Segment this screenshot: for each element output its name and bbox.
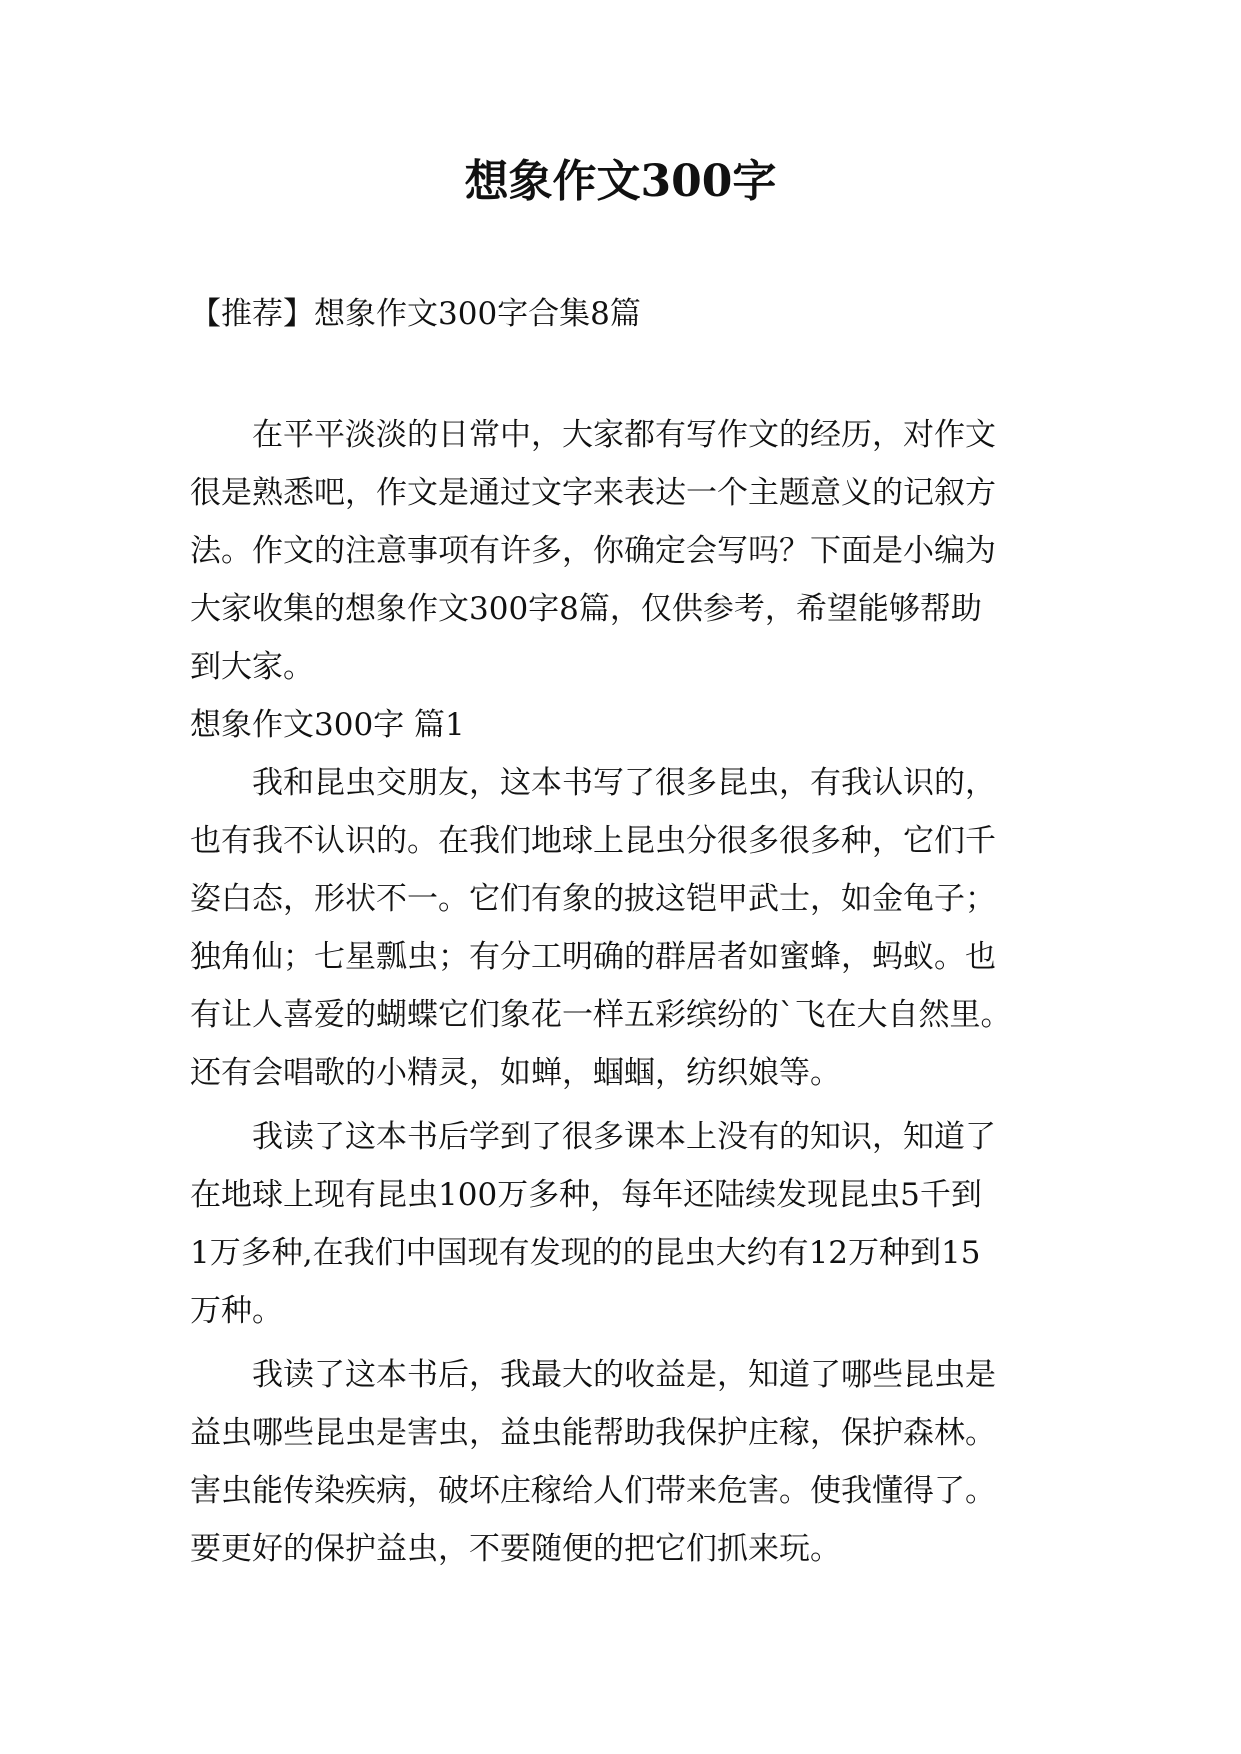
text-line: 大家收集的想象作文300字8篇，仅供参考，希望能够帮助 [190,591,982,627]
text-line: 到大家。 [190,649,314,685]
page-title: 想象作文300字 [464,156,777,207]
text-line: 害虫能传染疾病，破坏庄稼给人们带来危害。使我懂得了。 [190,1473,996,1509]
text-line: 1万多种,在我们中国现有发现的的昆虫大约有12万种到15 [190,1235,981,1271]
document-subtitle: 【推荐】想象作文300字合集8篇 [190,296,641,332]
intro-paragraph [190,406,1060,696]
paragraph-1 [190,754,1060,1102]
text-line: 万种。 [190,1293,283,1329]
text-line: 我读了这本书后学到了很多课本上没有的知识，知道了 [190,1119,996,1155]
paragraph-3 [190,1346,1060,1578]
text-line: 独角仙；七星瓢虫；有分工明确的群居者如蜜蜂，蚂蚁。也 [190,939,996,975]
text-line: 法。作文的注意事项有许多，你确定会写吗？下面是小编为 [190,533,996,569]
text-line: 要更好的保护益虫，不要随便的把它们抓来玩。 [190,1531,841,1567]
text-line: 在平平淡淡的日常中，大家都有写作文的经历，对作文 [190,417,996,453]
text-line: 我和昆虫交朋友，这本书写了很多昆虫，有我认识的， [190,765,996,801]
text-line: 很是熟悉吧，作文是通过文字来表达一个主题意义的记叙方 [190,475,996,511]
paragraph-2 [190,1108,1060,1340]
document-body [190,406,1060,1578]
text-line: 也有我不认识的。在我们地球上昆虫分很多很多种，它们千 [190,823,996,859]
text-line: 益虫哪些昆虫是害虫，益虫能帮助我保护庄稼，保护森林。 [190,1415,996,1451]
text-line: 在地球上现有昆虫100万多种，每年还陆续发现昆虫5千到 [190,1177,982,1213]
text-line: 我读了这本书后，我最大的收益是，知道了哪些昆虫是 [190,1357,996,1393]
text-line: 姿白态，形状不一。它们有象的披这铠甲武士，如金龟子； [190,881,996,917]
text-line: 还有会唱歌的小精灵，如蝉，蝈蝈，纺织娘等。 [190,1055,841,1091]
section-heading: 想象作文300字 篇1 [190,707,465,743]
text-line: 有让人喜爱的蝴蝶它们象花一样五彩缤纷的`飞在大自然里。 [190,997,1012,1033]
